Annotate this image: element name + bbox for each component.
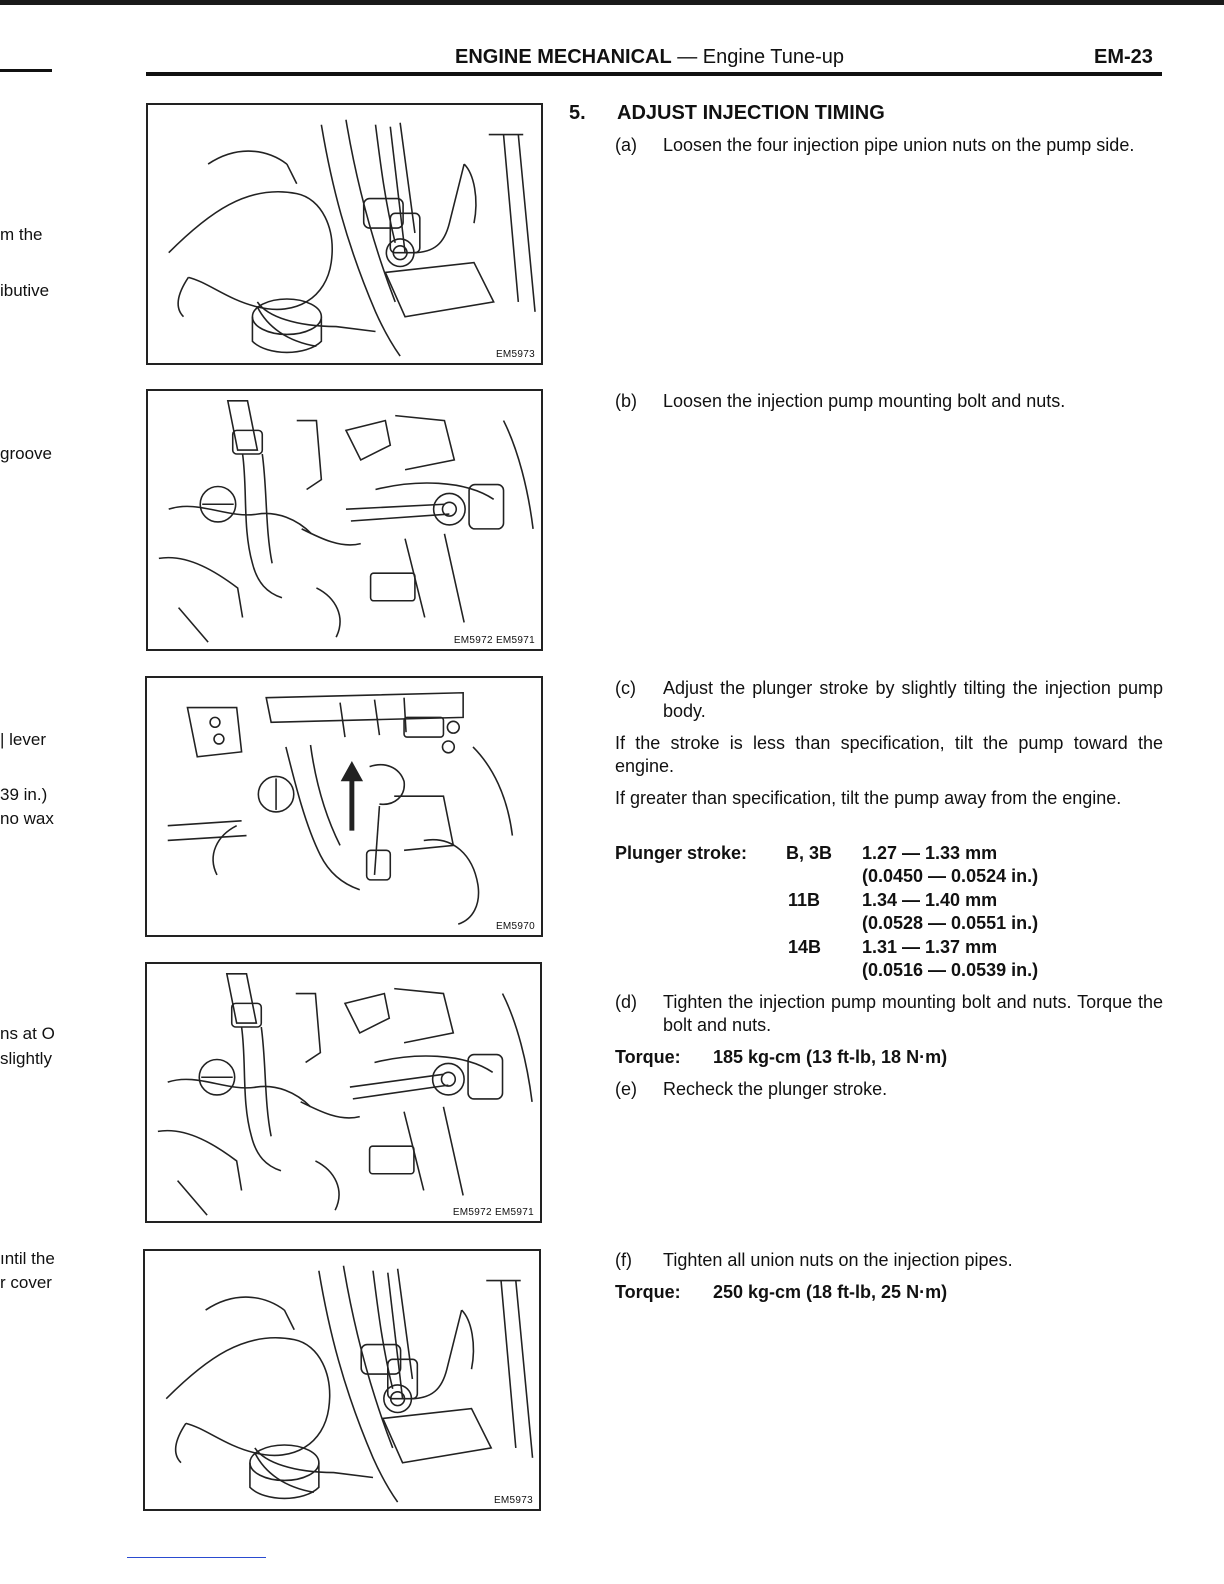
- step-number: 5.: [569, 102, 586, 124]
- substep-f-text: Tighten all union nuts on the injection pipes.: [663, 1250, 1013, 1270]
- step-title: ADJUST INJECTION TIMING: [617, 102, 885, 124]
- torque-1-value: 185 kg-cm (13 ft-lb, 18 N·m): [713, 1047, 948, 1067]
- figure-code: EM5972 EM5971: [453, 635, 535, 646]
- spec-mm-14b: 1.31 — 1.37 mm: [862, 937, 998, 957]
- mounting-bolt-illustration: [148, 391, 541, 649]
- substep-d-label: (d): [615, 992, 637, 1012]
- substep-b-label: (b): [615, 391, 637, 411]
- substep-c-note-greater: If greater than specification, tilt the pump away from the engine.: [615, 788, 1122, 808]
- torque-2-label: Torque:: [615, 1282, 681, 1302]
- substep-a-label: (a): [615, 135, 637, 155]
- page-header-title: [455, 46, 844, 69]
- previous-page-rule: [0, 69, 52, 72]
- substep-b-text: Loosen the injection pump mounting bolt and nuts.: [663, 391, 1066, 411]
- figure-code: EM5973: [495, 349, 535, 360]
- margin-fragment: ıntil the: [0, 1249, 55, 1268]
- spec-mm-11b: 1.34 — 1.40 mm: [862, 890, 998, 910]
- substep-e-label: (e): [615, 1079, 637, 1099]
- margin-fragment: r cover: [0, 1273, 52, 1292]
- top-border: [0, 0, 1224, 5]
- substep-a-text: Loosen the four injection pipe union nuts on the pump side.: [663, 135, 1135, 155]
- figure-tighten-bolt: [145, 962, 542, 1223]
- footer-rule: [127, 1557, 266, 1558]
- torque-1-label: Torque:: [615, 1047, 681, 1067]
- header-section: ENGINE MECHANICAL: [455, 46, 672, 68]
- header-separator: —: [671, 46, 703, 68]
- figure-code: EM5972 EM5971: [452, 1207, 534, 1218]
- figure-union-nuts: [146, 103, 543, 365]
- figure-mounting-bolt: [146, 389, 543, 651]
- plunger-stroke-label: Plunger stroke:: [615, 843, 748, 863]
- page-number: EM-23: [1094, 46, 1153, 68]
- margin-fragment: ibutive: [0, 281, 50, 300]
- spec-engine-b3b: B, 3B: [786, 843, 833, 863]
- margin-fragment: | lever: [0, 730, 46, 749]
- spec-in-11b: (0.0528 — 0.0551 in.): [862, 913, 1039, 933]
- figure-union-nuts-tighten: [143, 1249, 541, 1511]
- torque-2-value: 250 kg-cm (18 ft-lb, 25 N·m): [713, 1282, 948, 1302]
- margin-fragment: groove: [0, 444, 52, 463]
- union-nuts-illustration: [148, 105, 541, 363]
- figure-code: EM5973: [493, 1495, 533, 1506]
- substep-c-label: (c): [615, 678, 636, 698]
- margin-fragment: m the: [0, 225, 43, 244]
- spec-engine-11b: 11B: [788, 890, 821, 910]
- header-rule: [146, 72, 1162, 76]
- substep-c-text: Adjust the plunger stroke by slightly tilting the injection pump body.: [663, 678, 1163, 721]
- spec-mm-b3b: 1.27 — 1.33 mm: [862, 843, 998, 863]
- margin-fragment: 39 in.): [0, 785, 48, 804]
- spec-engine-14b: 14B: [788, 937, 822, 957]
- union-nuts-tighten-illustration: [145, 1251, 539, 1509]
- plunger-stroke-illustration: [147, 678, 541, 935]
- header-subsection: Engine Tune-up: [702, 46, 845, 68]
- substep-f-label: (f): [615, 1250, 632, 1270]
- figure-plunger-stroke: [145, 676, 543, 937]
- margin-fragment: no wax: [0, 809, 54, 828]
- figure-code: EM5970: [495, 921, 535, 932]
- substep-e-text: Recheck the plunger stroke.: [663, 1079, 888, 1099]
- margin-fragment: ns at O: [0, 1024, 55, 1043]
- margin-fragment: slightly: [0, 1049, 52, 1068]
- tighten-bolt-illustration: [147, 964, 540, 1221]
- substep-c-note-less: If the stroke is less than specification, tilt the pump toward the engine.: [615, 733, 1163, 776]
- spec-in-14b: (0.0516 — 0.0539 in.): [862, 960, 1039, 980]
- substep-d-text: Tighten the injection pump mounting bolt and nuts. Torque the bolt and nuts.: [663, 992, 1163, 1035]
- spec-in-b3b: (0.0450 — 0.0524 in.): [862, 866, 1039, 886]
